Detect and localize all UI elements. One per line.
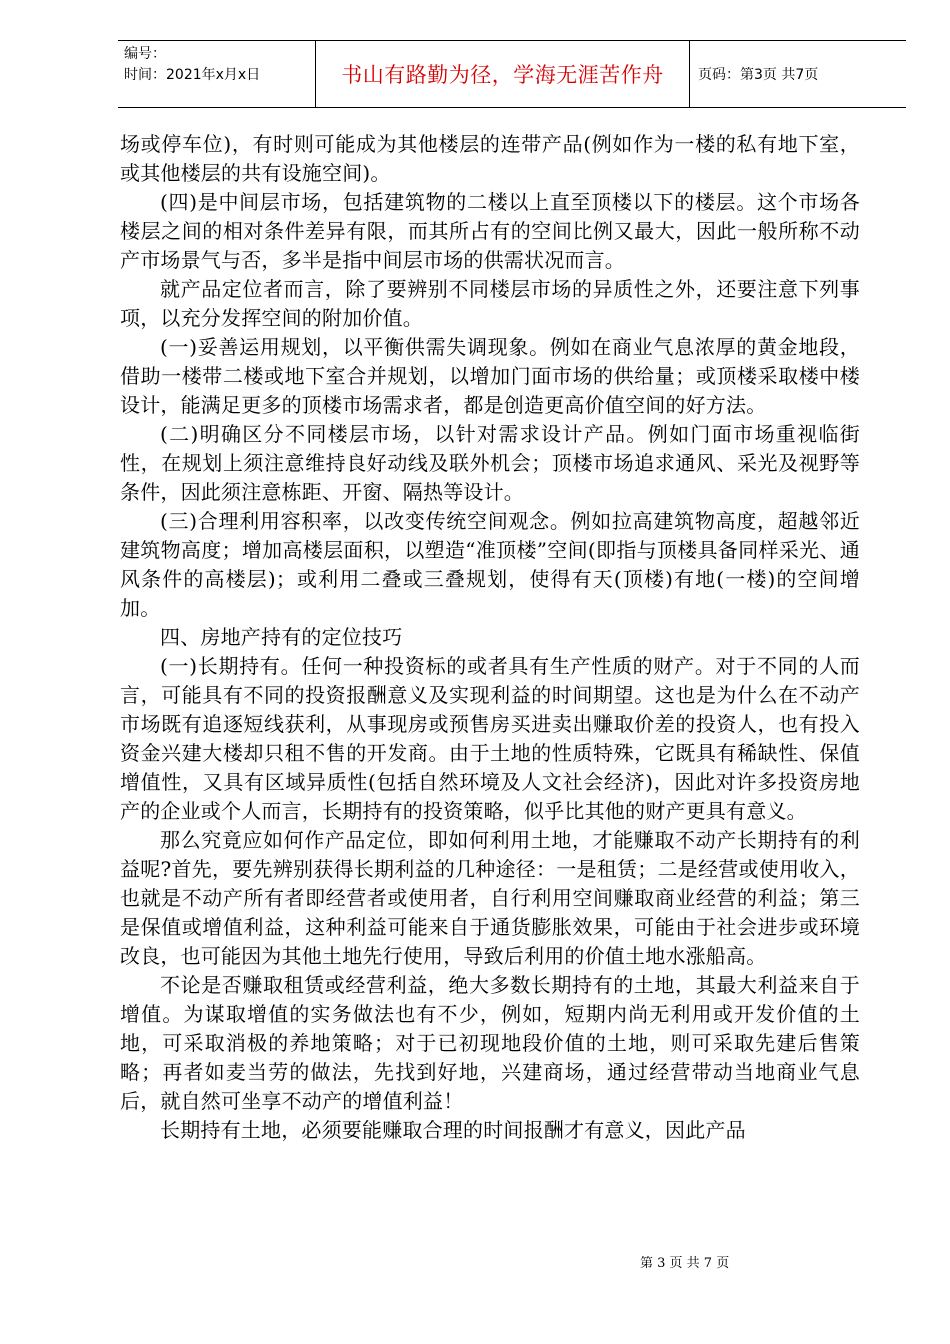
paragraph: (一)妥善运用规划，以平衡供需失调现象。例如在商业气息浓厚的黄金地段，借助一楼带二楼或地下室合并规划，以增加门面市场的供给量；或顶楼采取楼中楼设计，能满足更多的顶楼市场需求者，都是创造更高价值空间的好方法。 (120, 335, 860, 417)
header-meta (118, 41, 316, 107)
paragraph: (一)长期持有。任何一种投资标的或者具有生产性质的财产。对于不同的人而言，可能具有不同的投资报酬意义及实现利益的时间期望。这也是为什么在不动产市场既有追逐短线获利，从事现房或预售房买进卖出赚取价差的投资人，也有投入资金兴建大楼却只租不售的开发商。由于土地的性质特殊，它既具有稀缺性、保值增值性，又具有区域异质性(包括自然环境及人文社会经济)，因此对许多投资房地产的企业或个人而言，长期持有的投资策略，似乎比其他的财产更具有意义。 (120, 654, 860, 823)
footer-page-number: 第 3 页 共 7 页 (640, 1256, 730, 1271)
document-header (118, 40, 906, 108)
paragraph: 那么究竟应如何作产品定位，即如何利用土地，才能赚取不动产长期持有的利益呢?首先，要先辨别获得长期利益的几种途径：一是租赁；二是经营或使用收入，也就是不动产所有者即经营者或使用者，自行利用空间赚取商业经营的利益；第三是保值或增值利益，这种利益可能来自于通货膨胀效果，可能由于社会进步或环境改良，也可能因为其他土地先行使用，导致后利用的价值土地水涨船高。 (120, 828, 860, 968)
paragraph: 不论是否赚取租赁或经营利益，绝大多数长期持有的土地，其最大利益来自于增值。为谋取增值的实务做法也有不少，例如，短期内尚无利用或开发价值的土地，可采取消极的养地策略；对于已初现地段价值的土地，则可采取先建后售策略；再者如麦当劳的做法，先找到好地，兴建商场，通过经营带动当地商业气息后，就自然可坐享不动产的增值利益！ (120, 973, 860, 1113)
document-time: 时间：2021年x月x日 (124, 67, 261, 83)
paragraph: (四)是中间层市场，包括建筑物的二楼以上直至顶楼以下的楼层。这个市场各楼层之间的相对条件差异有限，而其所占有的空间比例又最大，因此一般所称不动产市场景气与否，多半是指中间层市场的供需状况而言。 (120, 190, 860, 272)
paragraph: 长期持有土地，必须要能赚取合理的时间报酬才有意义，因此产品 (160, 1118, 746, 1142)
paragraph: (三)合理利用容积率，以改变传统空间观念。例如拉高建筑物高度，超越邻近建筑物高度；增加高楼层面积，以塑造“准顶楼”空间(即指与顶楼具备同样采光、通风条件的高楼层)；或利用二叠或三叠规划，使得有天(顶楼)有地(一楼)的空间增加。 (120, 509, 860, 620)
paragraph: 场或停车位)，有时则可能成为其他楼层的连带产品(例如作为一楼的私有地下室，或其他楼层的共有设施空间)。 (120, 132, 860, 185)
header-motto: 书山有路勤为径，学海无涯苦作舟 (316, 41, 690, 107)
document-number: 编号： (124, 46, 166, 62)
header-page-info: 页码：第3页 共7页 (698, 67, 819, 83)
section-heading: 四、房地产持有的定位技巧 (160, 625, 403, 649)
paragraph: 就产品定位者而言，除了要辨别不同楼层市场的异质性之外，还要注意下列事项，以充分发挥空间的附加价值。 (120, 277, 860, 330)
document-body (120, 130, 860, 1145)
paragraph: (二)明确区分不同楼层市场，以针对需求设计产品。例如门面市场重视临街性，在规划上须注意维持良好动线及联外机会；顶楼市场追求通风、采光及视野等条件，因此须注意栋距、开窗、隔热等设计。 (120, 422, 860, 504)
